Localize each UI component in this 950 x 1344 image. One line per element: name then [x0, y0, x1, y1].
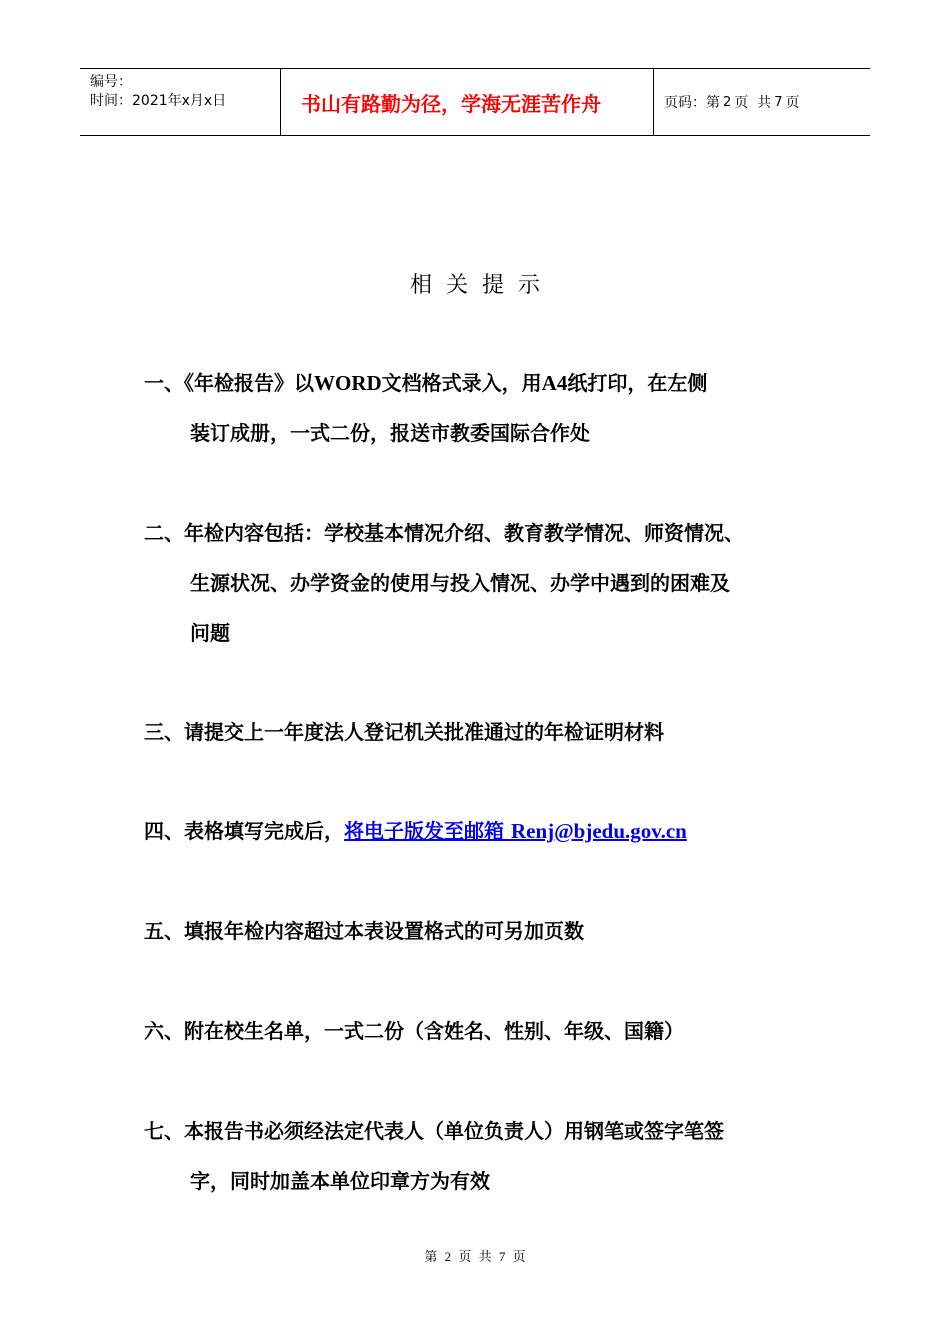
item-2	[144, 508, 744, 658]
item-1	[144, 358, 707, 458]
date-label: 时间：2021年x月x日	[90, 93, 227, 109]
page-prefix: 页码：第	[664, 95, 720, 111]
page-total: 7	[774, 94, 783, 110]
item-6	[144, 1006, 684, 1056]
item-5	[144, 906, 584, 956]
item-text: 文档格式录入，用	[381, 371, 542, 395]
item-3	[144, 707, 664, 757]
item-text: 《年检报告》以	[184, 371, 314, 395]
item-text-latin: A4	[541, 371, 568, 395]
item-number: 二、	[144, 521, 184, 545]
item-text: 附在校生名单，一式二份（含姓名、性别、年级、国籍）	[184, 1019, 684, 1043]
page-header	[80, 68, 870, 136]
item-text-latin: WORD	[314, 371, 382, 395]
item-7	[144, 1106, 724, 1206]
document-title: 相关提示	[409, 273, 554, 298]
item-text: 表格填写完成后，	[184, 819, 344, 843]
item-number: 一、	[144, 371, 184, 395]
item-text: 本报告书必须经法定代表人（单位负责人）用钢笔或签字笔签	[184, 1119, 724, 1143]
item-text-continued: 问题	[190, 621, 230, 645]
item-number: 五、	[144, 919, 184, 943]
page-footer: 第 2 页 共 7 页	[424, 1249, 526, 1264]
item-text: 请提交上一年度法人登记机关批准通过的年检证明材料	[184, 720, 664, 744]
item-text-continued: 字，同时加盖本单位印章方为有效	[190, 1169, 490, 1193]
item-text: 纸打印，在左侧	[567, 371, 708, 395]
item-number: 六、	[144, 1019, 184, 1043]
item-text: 填报年检内容超过本表设置格式的可另加页数	[184, 919, 584, 943]
item-text: 年检内容包括：学校基本情况介绍、教育教学情况、师资情况、	[184, 521, 744, 545]
header-motto: 书山有路勤为径，学海无涯苦作舟	[281, 69, 654, 135]
item-number: 三、	[144, 720, 184, 744]
header-page-indicator	[654, 69, 870, 135]
email-link-text: 将电子版发至邮箱	[344, 819, 504, 843]
item-text-continued: 装订成册，一式二份，报送市教委国际合作处	[190, 421, 590, 445]
number-label: 编号：	[90, 74, 132, 90]
item-text-continued: 生源状况、办学资金的使用与投入情况、办学中遇到的困难及	[190, 571, 730, 595]
header-left-cell	[80, 69, 281, 135]
email-link[interactable]	[344, 819, 687, 843]
item-4	[144, 806, 687, 856]
item-number: 四、	[144, 819, 184, 843]
page-suffix: 页	[785, 95, 800, 111]
page-current: 2	[723, 94, 732, 110]
email-address: Renj@bjedu.gov.cn	[510, 819, 687, 843]
page-mid: 页 共	[734, 95, 772, 111]
item-number: 七、	[144, 1119, 184, 1143]
